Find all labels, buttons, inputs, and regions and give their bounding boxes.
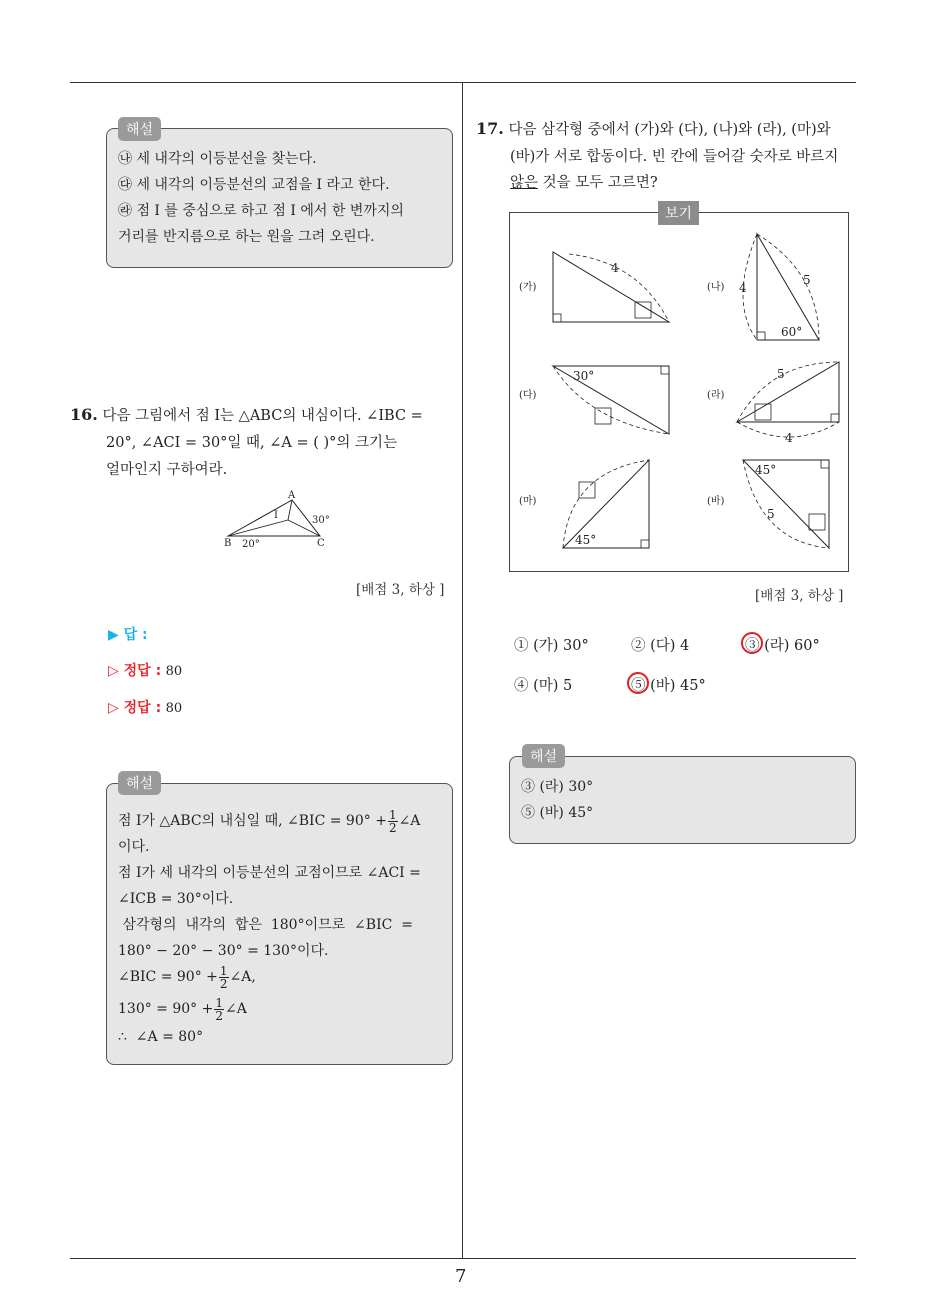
page-number: 7 [455, 1266, 467, 1287]
q16-number: 16. [70, 405, 98, 424]
q17-number: 17. [476, 119, 504, 138]
column-divider [462, 82, 463, 1258]
q16-answer-row[interactable] [108, 624, 148, 644]
fraction-half: $\frac{1}{2}$ [215, 995, 223, 1023]
figure-na-side-a: 4 [739, 281, 747, 295]
q17-choice-5[interactable]: ⑤ (바) 45° [631, 678, 706, 694]
figure-na-label: (나) [707, 282, 725, 293]
q17-choice-4[interactable]: ④ (마) 5 [514, 678, 573, 694]
q16-explanation-tag: 해설 [118, 771, 161, 795]
q15-explanation-tag: 해설 [118, 117, 161, 141]
q16-answer-label: ▶ 답 : [108, 627, 148, 643]
figure-ra-label: (라) [707, 390, 725, 401]
q17-explanation-line: ③ (라) 30° [521, 779, 594, 795]
vertex-b-label: B [224, 538, 232, 549]
vertex-a-label: A [288, 490, 296, 501]
angle-b-label: 20° [242, 539, 260, 550]
figure-ra [707, 362, 839, 445]
q16-meta: [배점 3, 하상 ] [356, 582, 445, 598]
bogi-figures [509, 212, 849, 572]
q16-text-line3: 얼마인지 구하여라. [106, 462, 228, 478]
q16-exp-line5: 삼각형의 내각의 합은 180°이므로 ∠BIC = [118, 917, 413, 933]
figure-ga-label: (가) [519, 282, 537, 293]
q17-explanation-tag: 해설 [522, 744, 565, 768]
q16-correct-row-2 [108, 697, 182, 717]
red-circle-mark-choice-3 [741, 632, 763, 654]
q17-text-line2: (바)가 서로 합동이다. 빈 칸에 들어갈 숫자로 바르지 [510, 149, 839, 165]
q17-choice-2[interactable]: ② (다) 4 [631, 638, 690, 654]
incenter-i-label: I [274, 510, 278, 521]
figure-ga-side: 4 [611, 261, 619, 275]
figure-ma [519, 460, 649, 548]
figure-da [519, 366, 669, 434]
q16-exp-l8a: 130° = 90° + [118, 1001, 214, 1017]
q16-exp-l8b: ∠A [225, 1001, 247, 1017]
figure-ba [707, 460, 829, 548]
figure-da-angle: 30° [573, 369, 595, 383]
q17-choice-3[interactable]: ③ (라) 60° [745, 638, 820, 654]
red-circle-mark-choice-5 [627, 672, 649, 694]
q16-exp-line4: ∠ICB = 30°이다. [118, 891, 234, 907]
q16-exp-l1a: 점 I가 △ABC의 내심일 때, ∠BIC = 90° + [118, 813, 387, 829]
bisector-ai [288, 500, 292, 520]
figure-ga [519, 252, 669, 322]
q16-text-line1: 다음 그림에서 점 I는 △ABC의 내심이다. ∠IBC = [102, 408, 423, 424]
q16-exp-line3: 점 I가 세 내각의 이등분선의 교점이므로 ∠ACI = [118, 865, 421, 881]
q15-explanation-line: 거리를 반지름으로 하는 원을 그려 오린다. [118, 229, 375, 245]
q16-exp-line7 [118, 964, 256, 990]
q16-correct-row-1 [108, 660, 182, 680]
q15-explanation-line: ㉱ 점 I 를 중심으로 하고 점 I 에서 한 변까지의 [118, 203, 404, 219]
figure-na-angle: 60° [781, 325, 803, 339]
fraction-half: $\frac{1}{2}$ [388, 807, 397, 835]
q16-exp-line2: 이다. [118, 839, 150, 855]
q16-correct-label-1: ▷ 정답 : [108, 663, 162, 679]
q16-exp-line6: 180° − 20° − 30° = 130°이다. [118, 943, 329, 959]
q17-text-line1: 다음 삼각형 중에서 (가)와 (다), (나)와 (라), (마)와 [508, 122, 831, 138]
q16-exp-line9: ∴ ∠A = 80° [118, 1029, 204, 1045]
figure-ba-label: (바) [707, 496, 725, 507]
angle-c-label: 30° [312, 515, 330, 526]
q15-explanation-line: ㉯ 세 내각의 이등분선을 찾는다. [118, 151, 317, 167]
bisector-bi [228, 520, 288, 536]
q16-exp-line8 [118, 996, 247, 1022]
q16-exp-l1b: ∠A [398, 813, 421, 829]
fraction-half: $\frac{1}{2}$ [219, 963, 228, 991]
vertex-c-label: C [317, 538, 325, 549]
q16-triangle-figure [222, 488, 342, 550]
q17-underlined-word: 않은 [510, 175, 539, 191]
q16-text-line2: 20°, ∠ACI = 30°일 때, ∠A = ( )°의 크기는 [106, 435, 398, 451]
q17-choice-1[interactable]: ① (가) 30° [514, 638, 589, 654]
q17-text-line3 [510, 171, 658, 192]
figure-ba-side: 5 [767, 507, 775, 521]
figure-na [707, 234, 819, 340]
figure-ra-side-a: 5 [777, 367, 785, 381]
q16-exp-l7a: ∠BIC = 90° + [118, 969, 218, 985]
figure-ba-angle: 45° [755, 463, 777, 477]
bottom-rule [70, 1258, 856, 1259]
figure-da-label: (다) [519, 390, 537, 401]
q17-line1 [476, 118, 831, 139]
q16-correct-value-1: 80 [165, 664, 183, 679]
figure-ra-side-b: 4 [785, 431, 793, 445]
q17-explanation-line: ⑤ (바) 45° [521, 805, 594, 821]
q16-correct-value-2: 80 [165, 701, 183, 716]
q17-meta: [배점 3, 하상 ] [755, 588, 844, 604]
q16-correct-label-2: ▷ 정답 : [108, 700, 162, 716]
q16-exp-line1 [118, 808, 420, 834]
figure-ma-angle: 45° [575, 533, 597, 547]
q15-explanation-line: ㉰ 세 내각의 이등분선의 교점을 I 라고 한다. [118, 177, 390, 193]
q16-line1 [70, 404, 423, 425]
figure-na-side-b: 5 [803, 273, 811, 287]
q16-exp-l7b: ∠A, [229, 969, 256, 985]
figure-ma-label: (마) [519, 496, 537, 507]
q17-text-line3-rest: 것을 모두 고르면? [538, 175, 658, 191]
bogi-tag: 보기 [658, 201, 699, 225]
